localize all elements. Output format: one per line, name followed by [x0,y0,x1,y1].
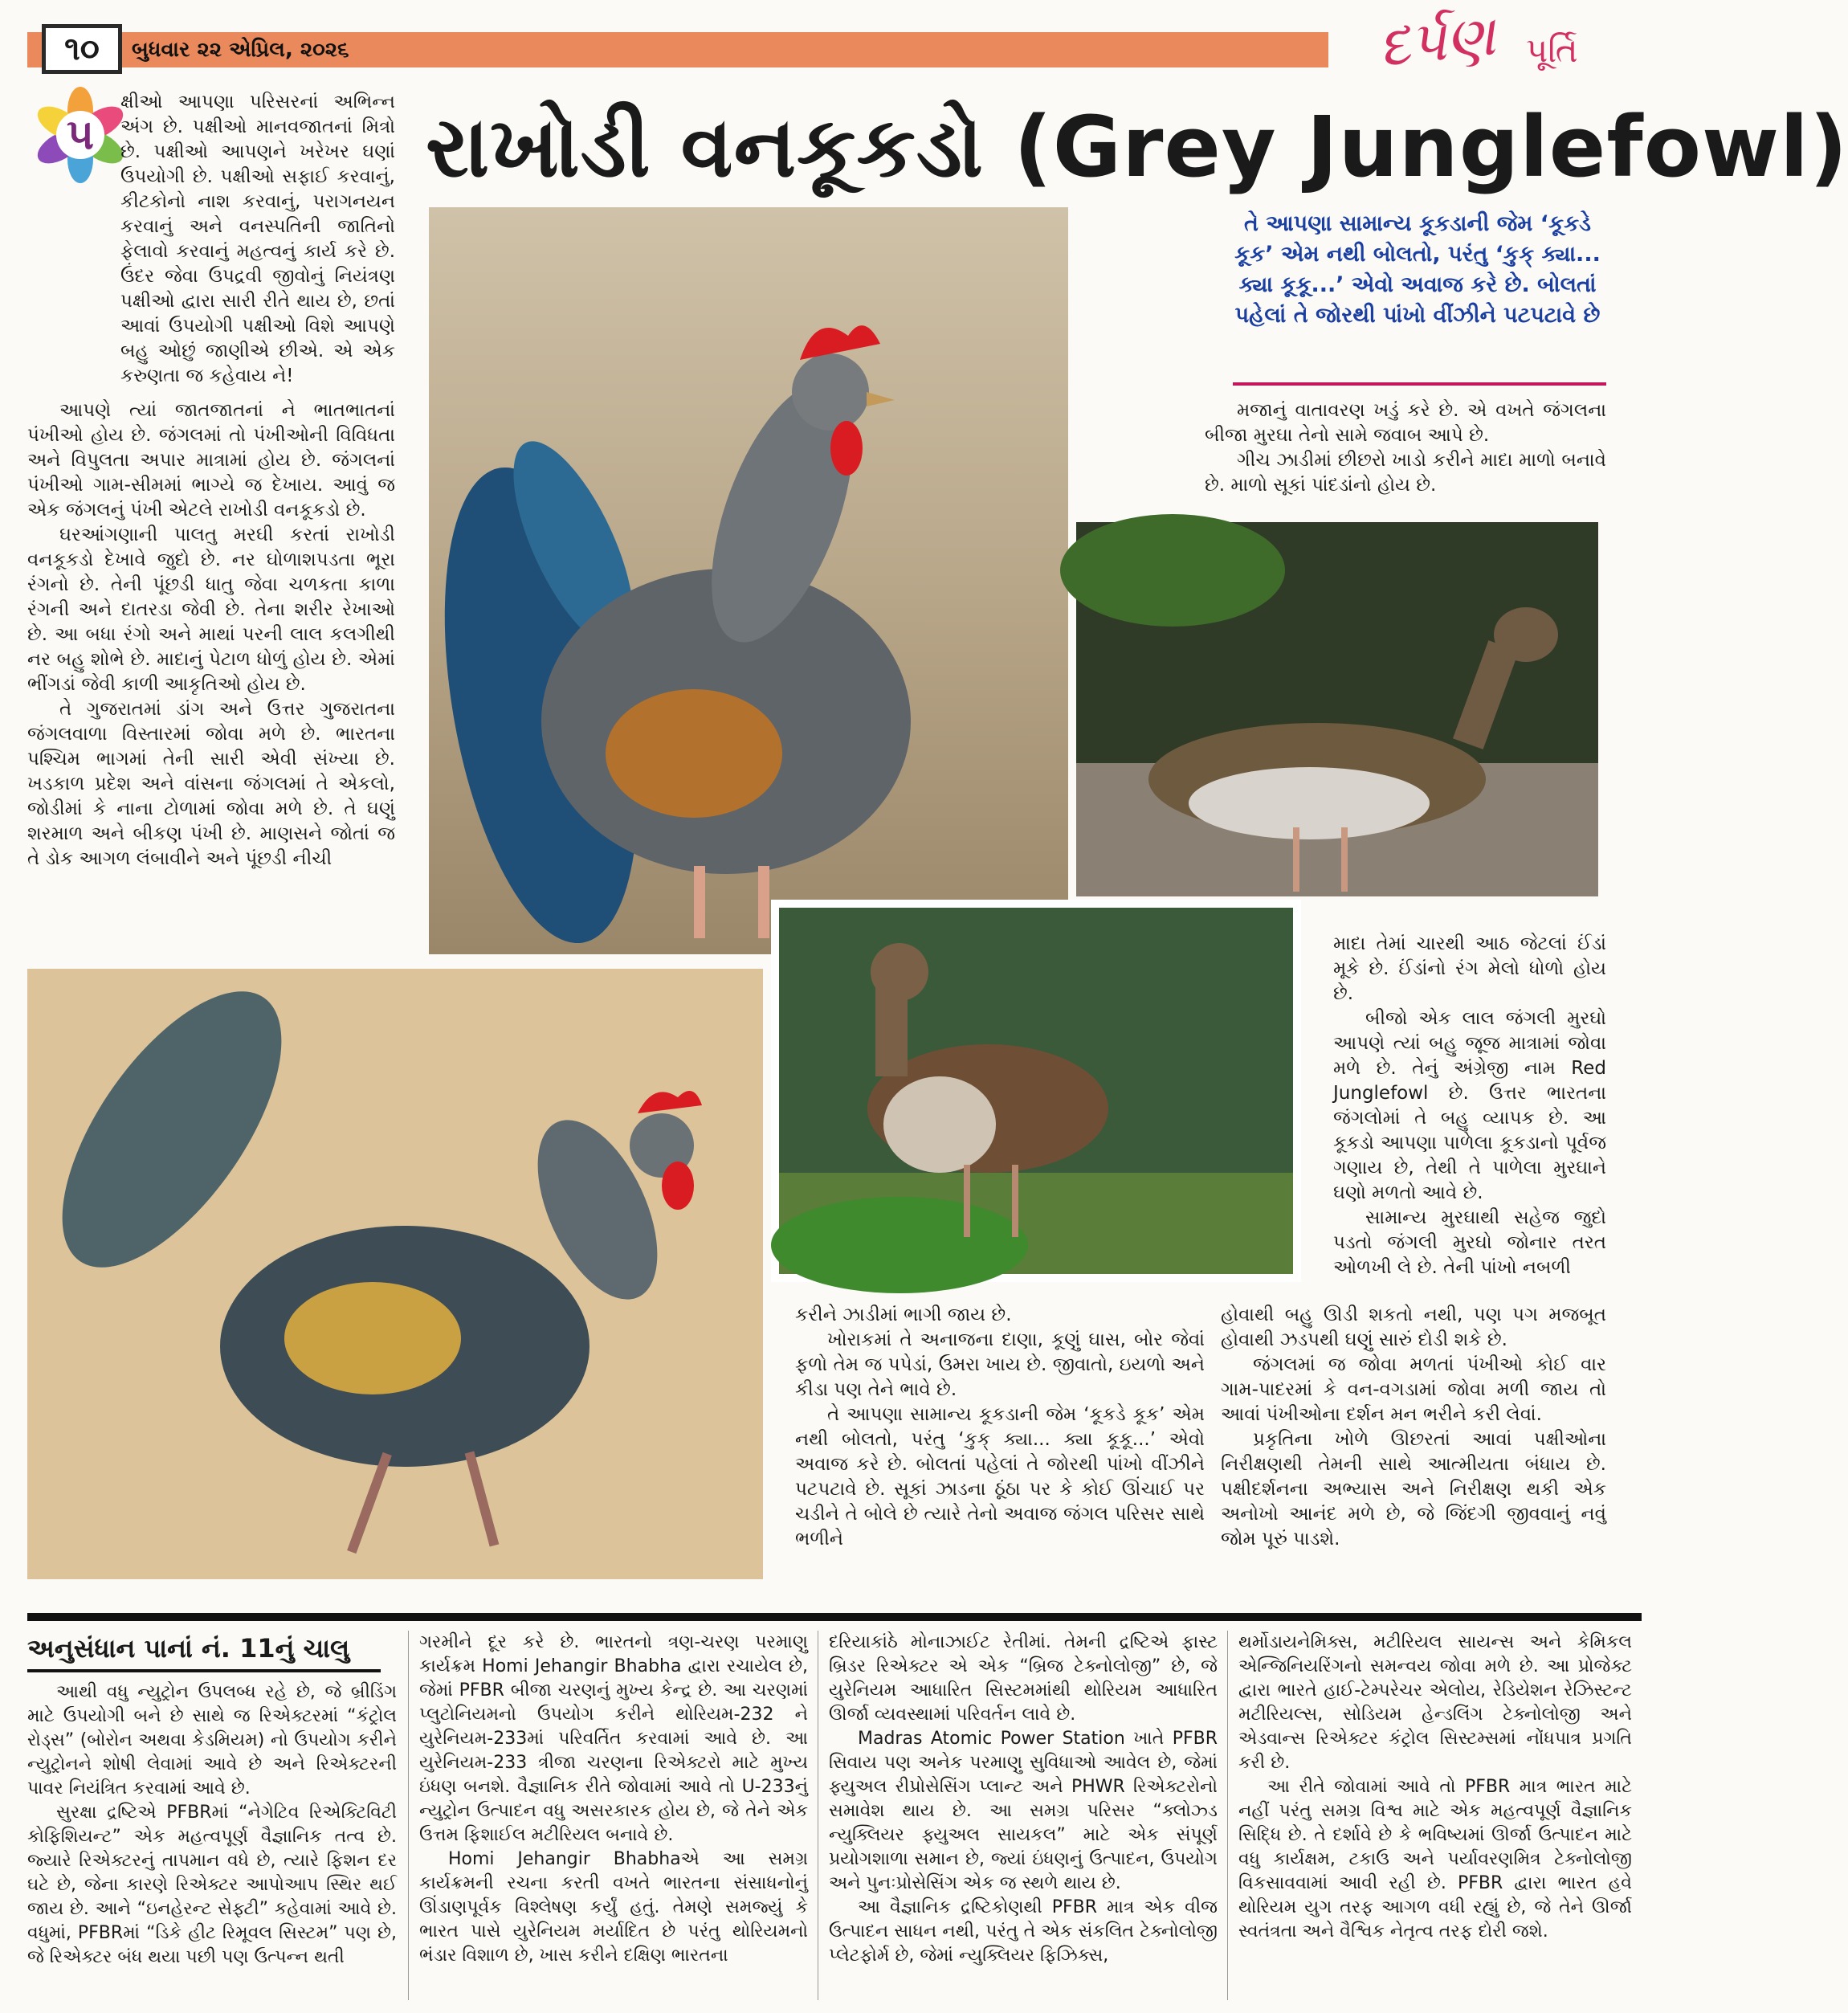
article-column-1-cont [27,398,395,872]
paragraph: આથી વધુ ન્યુટ્રોન ઉપલબ્ધ રહે છે, જે બ્રીડિંગ માટે ઉપયોગી બને છે સાથે જ રિએક્ટરમાં “કંટ્રોલ રોડ્સ” (બોરોન અથવા કેડમિયમ) નો ઉપયોગ કરીને ન્યુટ્રોનને શોષી લેવામાં આવે છે અને રિએક્ટરની પાવર નિયંત્રિત કરવામાં આવે છે. [27,1682,397,1799]
paragraph: સામાન્ય મુરઘાથી સહેજ જુદો પડતો જંગલી મુરઘો જોનાર તરત ઓળખી લે છે. તેની પાંખો નબળી [1333,1207,1606,1278]
paragraph: ઘરઆંગણાની પાલતુ મરઘી કરતાં રાખોડી વનકૂકડો દેખાવે જુદો છે. નર ઘોળાશપડતા ભૂરા રંગનો છે. તેની પૂંછડી ધાતુ જેવા ચળકતા કાળા રંગની અને દાતરડા જેવી છે. તેના શરીર રેખાઓ છે. આ બધા રંગો અને માથાં પરની લાલ કલગીથી નર બહુ શોભે છે. માદાનું પેટાળ ધોળું હોય છે. એમાં ભીંગડાં જેવી કાળી આકૃતિઓ હોય છે. [27,525,395,695]
column-divider [408,1631,409,2000]
article-column-right-bottom [1333,932,1606,1280]
article-title: રાખોડી વનકૂકડો (Grey Junglefowl) [426,98,1848,196]
continuation-column-4 [1238,1631,1632,1944]
photo-female-junglefowl [1076,522,1598,896]
continuation-column-1 [27,1680,397,1970]
paragraph: કરીને ઝાડીમાં ભાગી જાય છે. [795,1305,1012,1325]
paragraph: ક્ષીઓ આપણા પરિસરનાં અભિન્ન અંગ છે. પક્ષીઓ માનવજાતનાં મિત્રો છે. પક્ષીઓ આપણને ખરેખર ઘણાં ઉપયોગી છે. પક્ષીઓ સફાઈ કરવાનું, કીટકોનો નાશ કરવાનું, પરાગનયન કરવાનું અને વનસ્પતિની જાતિનો ફેલાવો કરવાનું મહત્વનું કાર્ય કરે છે. ઉંદર જેવા ઉપદ્રવી જીવોનું નિયંત્રણ પક્ષીઓ દ્વારા સારી રીતે થાય છે, છતાં આવાં ઉપયોગી પક્ષીઓ વિશે આપણે બહુ ઓછું જાણીએ છીએ. એ એક કરુણતા જ કહેવાય ને! [120,92,395,386]
photo-male-junglefowl-standing [429,207,1068,954]
junglefowl-male-icon [429,207,1068,954]
junglefowl-male-walking-icon [27,969,763,1579]
paragraph: આ રીતે જોવામાં આવે તો PFBR માત્ર ભારત માટે નહીં પરંતુ સમગ્ર વિશ્વ માટે એક મહત્વપૂર્ણ વૈજ્ઞાનિક સિદ્ધિ છે. તે દર્શાવે છે કે ભવિષ્યમાં ઊર્જા ઉત્પાદન માટે વધુ કાર્યક્ષમ, ટકાઉ અને પર્યાવરણમિત્ર ટેક્નોલોજી વિકસાવવામાં આવી રહી છે. PFBR દ્વારા ભારત હવે થોરિયમ યુગ તરફ આગળ વધી રહ્યું છે, જે તેને ઊર્જા સ્વતંત્રતા અને વૈશ્વિક નેતૃત્વ તરફ દોરી જશે. [1238,1777,1632,1942]
photo-female-junglefowl-grass [771,900,1301,1282]
supplement-logo-suffix: પૂર્તિ [1526,31,1578,70]
pull-quote-rule [1233,382,1606,386]
paragraph: ગરમીને દૂર કરે છે. ભારતનો ત્રણ-ચરણ પરમાણુ કાર્યક્રમ Homi Jehangir Bhabha દ્વારા રચાયેલ છે, જેમાં PFBR બીજા ચરણનું મુખ્ય કેન્દ્ર છે. આ ચરણમાં પ્લુટોનિયમનો ઉપયોગ કરીને થોરિયમ-232 ને યુરેનિયમ-233માં પરિવર્તિત કરવામાં આવે છે. આ યુરેનિયમ-233 ત્રીજા ચરણના રિએક્ટરો માટે મુખ્ય ઇંધણ બનશે. વૈજ્ઞાનિક રીતે જોવામાં આવે તો U-233નું ન્યુટ્રોન ઉત્પાદન વધુ અસરકારક હોય છે, જે તેને એક ઉત્તમ ફિશાઈલ મટીરિયલ બનાવે છે. [419,1632,808,1845]
article-column-right-top [1205,398,1606,498]
paragraph: મજાનું વાતાવરણ ખડું કરે છે. એ વખતે જંગલના બીજા મુરઘા તેનો સામે જવાબ આપે છે. [1205,400,1606,446]
continuation-column-2 [419,1631,808,1968]
paragraph: બીજો એક લાલ જંગલી મુરઘો આપણે ત્યાં બહુ જૂજ માત્રામાં જોવા મળે છે. તેનું અંગ્રેજી નામ Red Junglefowl છે. ઉત્તર ભારતના જંગલોમાં તે બહુ વ્યાપક છે. આ કૂકડો આપણા પાળેલા કૂકડાનો પૂર્વજ ગણાય છે, તેથી તે પાળેલા મુરઘાને ઘણો મળતો આવે છે. [1333,1008,1606,1203]
paragraph: માદા તેમાં ચારથી આઠ જેટલાં ઈંડાં મૂકે છે. ઈંડાંનો રંગ મેલો ધોળો હોય છે. [1333,933,1606,1004]
continuation-heading-rule [27,1669,381,1672]
paragraph: Madras Atomic Power Station ખાતે PFBR સિવાય પણ અનેક પરમાણુ સુવિધાઓ આવેલ છે, જેમાં ફ્યુઅલ રીપ્રોસેસિંગ પ્લાન્ટ અને PHWR રિએક્ટરોનો સમાવેશ થાય છે. આ સમગ્ર પરિસર “ક્લોઝ્ડ ન્યુક્લિયર ફ્યુઅલ સાયકલ” માટે એક સંપૂર્ણ પ્રયોગશાળા સમાન છે, જ્યાં ઇંધણનું ઉત્પાદન, ઉપયોગ અને પુનઃપ્રોસેસિંગ એક જ સ્થળે થાય છે. [829,1729,1218,1893]
paragraph: દરિયાકાંઠે મોનાઝાઈટ રેતીમાં. તેમની દ્રષ્ટિએ ફાસ્ટ બ્રિડર રિએક્ટર એ એક “બ્રિજ ટેક્નોલોજી” છે, જે યુરેનિયમ આધારિત સિસ્ટમમાંથી થોરિયમ આધારિત ઊર્જા વ્યવસ્થામાં પરિવર્તન લાવે છે. [829,1632,1218,1725]
paragraph: Homi Jehangir Bhabhaએ આ સમગ્ર કાર્યક્રમની રચના કરતી વખતે ભારતના સંસાધનોનું ઊંડાણપૂર્વક વિશ્લેષણ કર્યું હતું. તેમણે સમજ્યું કે ભારત પાસે યુરેનિયમ મર્યાદિત છે પરંતુ થોરિયમનો ભંડાર વિશાળ છે, ખાસ કરીને દક્ષિણ ભારતના [419,1849,808,1966]
paragraph: ગીચ ઝાડીમાં છીછરો ખાડો કરીને માદા માળો બનાવે છે. માળો સૂકાં પાંદડાંનો હોય છે. [1205,450,1606,496]
paragraph: આપણે ત્યાં જાતજાતનાં ને ભાતભાતનાં પંખીઓ હોય છે. જંગલમાં તો પંખીઓની વિવિધતા અને વિપુલતા અપાર માત્રામાં હોય છે. જંગલનાં પંખીઓ ગામ-સીમમાં ભાગ્યે જ દેખાય. આવું જ એક જંગલનું પંખી એટલે રાખોડી વનકૂકડો છે. [27,400,395,521]
supplement-logo: દર્પણ [1375,2,1499,80]
continuation-column-3 [829,1631,1218,1968]
article-column-1 [112,90,395,389]
paragraph: પ્રકૃતિના ખોળે ઊછરતાં આવાં પક્ષીઓના નિરીક્ષણથી તેમની સાથે આત્મીયતા બંધાય છે. પક્ષીદર્શનના અભ્યાસ અને નિરીક્ષણ થકી એક અનોખો આનંદ મળે છે, જે જિંદગી જીવવાનું નવું જોમ પૂરું પાડશે. [1221,1429,1606,1550]
pull-quote: તે આપણા સામાન્ય કૂકડાની જેમ ‘કૂકડે કૂક’ એમ નથી બોલતો, પરંતુ ‘કુક્ ક્યા... ક્યા કૂકૂ...’ એવો અવાજ કરે છે. બોલતાં પહેલાં તે જોરથી પાંખો વીંઝીને પટપટાવે છે [1234,211,1601,328]
issue-date: બુધવાર ૨૨ એપ્રિલ, ૨૦૨૬ [132,38,349,62]
continuation-heading: અનુસંધાન પાનાં નં. 11નું ચાલુ [27,1633,350,1664]
column-divider [1227,1631,1228,2000]
page-number: ૧૦ [42,24,122,74]
paragraph: સુરક્ષા દ્રષ્ટિએ PFBRમાં “નેગેટિવ રિએક્ટિવિટી કોફિશિયન્ટ” એક મહત્વપૂર્ણ વૈજ્ઞાનિક તત્વ છે. જ્યારે રિએક્ટરનું તાપમાન વધે છે, ત્યારે ફિશન દર ઘટે છે, જેના કારણે રિએક્ટર આપોઆપ સ્થિર થઈ જાય છે. આને “ઇનહેરન્ટ સેફ્ટી” કહેવામાં આવે છે. વધુમાં, PFBRમાં “ડિકે હીટ રિમૂવલ સિસ્ટમ” પણ છે, જે રિએક્ટર બંધ થયા પછી પણ ઉત્પન્ન થતી [27,1803,397,1967]
paragraph: ખોરાકમાં તે અનાજના દાણા, કૂણું ઘાસ, બોર જેવાં ફળો તેમ જ પપેડાં, ઉમરા ખાય છે. જીવાતો, ઇયળો અને કીડા પણ તેને ભાવે છે. [795,1329,1205,1400]
article-column-middle [795,1303,1205,1552]
junglefowl-female-icon [1076,522,1598,896]
paragraph: તે ગુજરાતમાં ડાંગ અને ઉત્તર ગુજરાતના જંગલવાળા વિસ્તારમાં જોવા મળે છે. ભારતના પશ્ચિમ ભાગમાં તેની સારી એવી સંખ્યા છે. ખડકાળ પ્રદેશ અને વાંસના જંગલમાં તે એકલો, જોડીમાં કે નાના ટોળામાં જોવા મળે છે. તે ઘણું શરમાળ અને બીકણ પંખી છે. માણસને જોતાં જ તે ડોક આગળ લંબાવીને અને પૂંછડી નીચી [27,699,395,869]
paragraph: તે આપણા સામાન્ય કૂકડાની જેમ ‘કૂકડે કૂક’ એમ નથી બોલતો, પરંતુ ‘કુક્ ક્યા... ક્યા કૂકૂ...’ એવો અવાજ કરે છે. બોલતાં પહેલાં તે જોરથી પાંખો વીંઝીને પટપટાવે છે. સૂકાં ઝાડના ઠૂંઠા પર કે કોઈ ઊંચાઈ પર ચડીને તે બોલે છે ત્યારે તેનો અવાજ જંગલ પરિસર સાથે ભળીને [795,1404,1205,1550]
paragraph: હોવાથી બહુ ઊડી શકતો નથી, પણ પગ મજબૂત હોવાથી ઝડપથી ઘણું સારું દોડી શકે છે. [1221,1305,1606,1350]
paragraph: થર્મોડાયનેમિક્સ, મટીરિયલ સાયન્સ અને કેમિકલ એન્જિનિયરિંગનો સમન્વય જોવા મળે છે. આ પ્રોજેક્ટ દ્વારા ભારતે હાઈ-ટેમ્પરેચર એલોય, રેડિયેશન રેઝિસ્ટન્ટ મટીરિયલ્સ, સોડિયમ હેન્ડલિંગ ટેક્નોલોજી અને એડવાન્સ રિએક્ટર કંટ્રોલ સિસ્ટમ્સમાં નોંધપાત્ર પ્રગતિ કરી છે. [1238,1632,1632,1773]
badge-number: ૫ [66,111,95,159]
section-separator [27,1613,1642,1621]
photo-male-junglefowl-walking [27,969,763,1579]
article-column-right-bottom-b [1221,1303,1606,1552]
junglefowl-female-grass-icon [779,908,1293,1274]
paragraph: આ વૈજ્ઞાનિક દ્રષ્ટિકોણથી PFBR માત્ર એક વીજ ઉત્પાદન સાધન નથી, પરંતુ તે એક સંકલિત ટેક્નોલોજી પ્લેટફોર્મ છે, જેમાં ન્યુક્લિયર ફિઝિક્સ, [829,1897,1218,1966]
paragraph: જંગલમાં જ જોવા મળતાં પંખીઓ કોઈ વાર ગામ-પાદરમાં કે વન-વગડામાં જોવા મળી જાય તો આવાં પંખીઓના દર્શન મન ભરીને કરી લેવાં. [1221,1354,1606,1425]
